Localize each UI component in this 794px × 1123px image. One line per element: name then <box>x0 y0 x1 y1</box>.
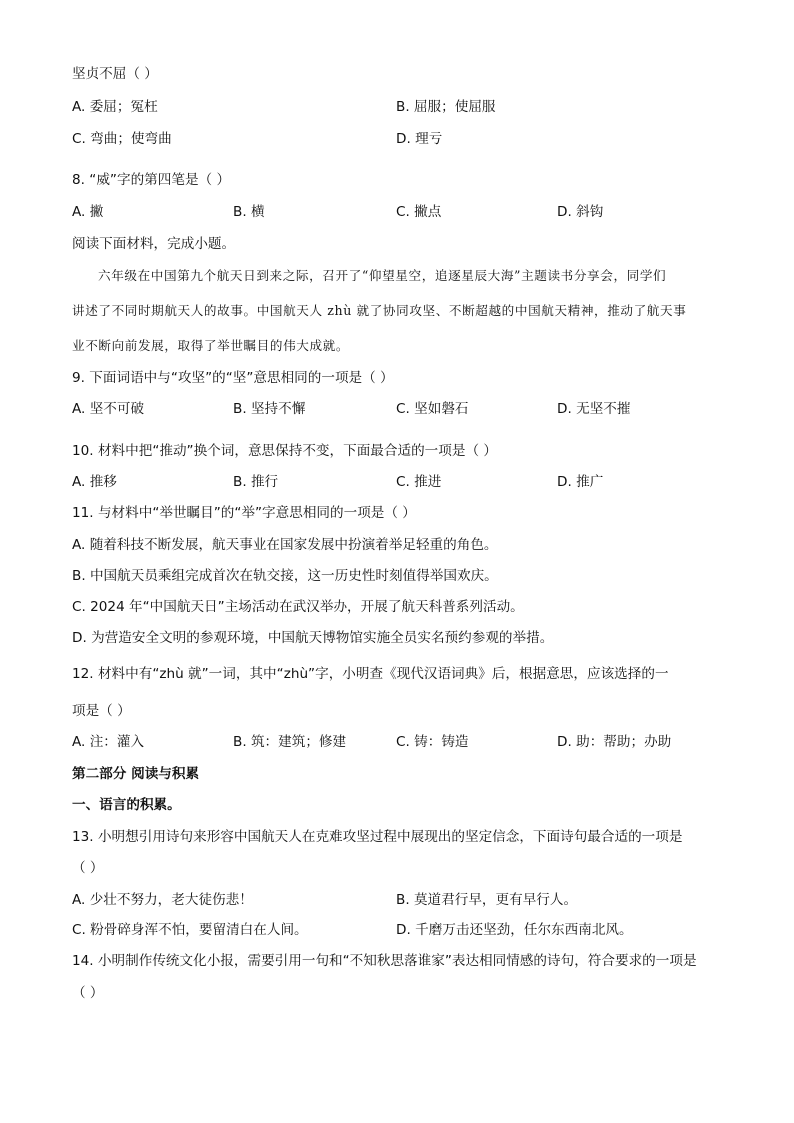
reading-intro: 阅读下面材料，完成小题。 <box>72 236 236 252</box>
q11-option-d: D. 为营造安全文明的参观环境，中国航天博物馆实施全员实名预约参观的举措。 <box>72 630 554 646</box>
q11-option-b: B. 中国航天员乘组完成首次在轨交接，这一历史性时刻值得举国欢庆。 <box>72 568 498 584</box>
q8-option-b: B. 横 <box>233 204 265 220</box>
part-title: 第二部分 阅读与积累 <box>72 766 200 782</box>
q9-option-b: B. 坚持不懈 <box>233 401 306 417</box>
q9-option-c: C. 坚如磐石 <box>396 401 469 417</box>
q13-option-a: A. 少壮不努力，老大徒伤悲！ <box>72 892 253 908</box>
question-9-stem: 9. 下面词语中与“攻坚”的“坚”意思相同的一项是（ ） <box>72 370 394 386</box>
question-12-stem-cont: 项是（ ） <box>72 703 131 719</box>
q11-option-c: C. 2024 年“中国航天日”主场活动在武汉举办，开展了航天科普系列活动。 <box>72 599 524 615</box>
q13-option-b: B. 莫道君行早，更有早行人。 <box>396 892 578 908</box>
option-b: B. 屈服；使屈服 <box>396 99 496 115</box>
option-a: A. 委屈；冤枉 <box>72 99 158 115</box>
q8-option-a: A. 撇 <box>72 204 104 220</box>
question-13-stem-cont: （ ） <box>72 860 104 876</box>
question-14-stem-cont: （ ） <box>72 985 104 1001</box>
q12-option-a: A. 注：灌入 <box>72 734 145 750</box>
passage-line: 六年级在中国第九个航天日到来之际，召开了“仰望星空，追逐星辰大海”主题读书分享会，同学们 <box>98 268 667 283</box>
q8-option-d: D. 斜钩 <box>557 204 604 220</box>
q12-option-b: B. 筑：建筑；修建 <box>233 734 347 750</box>
passage-line: 业不断向前发展，取得了举世瞩目的伟大成就。 <box>72 338 350 353</box>
q10-option-d: D. 推广 <box>557 474 604 490</box>
q10-option-a: A. 推移 <box>72 474 117 490</box>
q12-option-d: D. 助：帮助；办助 <box>557 734 672 750</box>
q13-option-c: C. 粉骨碎身浑不怕，要留清白在人间。 <box>72 922 308 938</box>
q10-option-c: C. 推进 <box>396 474 442 490</box>
question-stem: 坚贞不屈（ ） <box>72 66 158 82</box>
question-13-stem: 13. 小明想引用诗句来形容中国航天人在克难攻坚过程中展现出的坚定信念，下面诗句最合适的一项是 <box>72 829 683 845</box>
question-14-stem: 14. 小明制作传统文化小报，需要引用一句和“不知秋思落谁家”表达相同情感的诗句，符合要求的一项是 <box>72 953 697 969</box>
q12-option-c: C. 铸：铸造 <box>396 734 469 750</box>
q13-option-d: D. 千磨万击还坚劲，任尔东西南北风。 <box>396 922 633 938</box>
option-c: C. 弯曲；使弯曲 <box>72 131 172 147</box>
question-10-stem: 10. 材料中把“推动”换个词，意思保持不变，下面最合适的一项是（ ） <box>72 443 497 459</box>
q9-option-d: D. 无坚不摧 <box>557 401 631 417</box>
q9-option-a: A. 坚不可破 <box>72 401 145 417</box>
passage-line: 讲述了不同时期航天人的故事。中国航天人 zhù 就了协同攻坚、不断超越的中国航天精神，推动了航天事 <box>72 303 687 318</box>
question-12-stem: 12. 材料中有“zhù 就”一词，其中“zhù”字，小明查《现代汉语词典》后，根据意思，应该选择的一 <box>72 666 669 682</box>
q11-option-a: A. 随着科技不断发展，航天事业在国家发展中扮演着举足轻重的角色。 <box>72 537 498 553</box>
q8-option-c: C. 撇点 <box>396 204 442 220</box>
question-8-stem: 8. “威”字的第四笔是（ ） <box>72 172 231 188</box>
q10-option-b: B. 推行 <box>233 474 279 490</box>
question-11-stem: 11. 与材料中“举世瞩目”的“举”字意思相同的一项是（ ） <box>72 505 416 521</box>
section-title: 一、语言的积累。 <box>72 797 181 813</box>
option-d: D. 理亏 <box>396 131 443 147</box>
